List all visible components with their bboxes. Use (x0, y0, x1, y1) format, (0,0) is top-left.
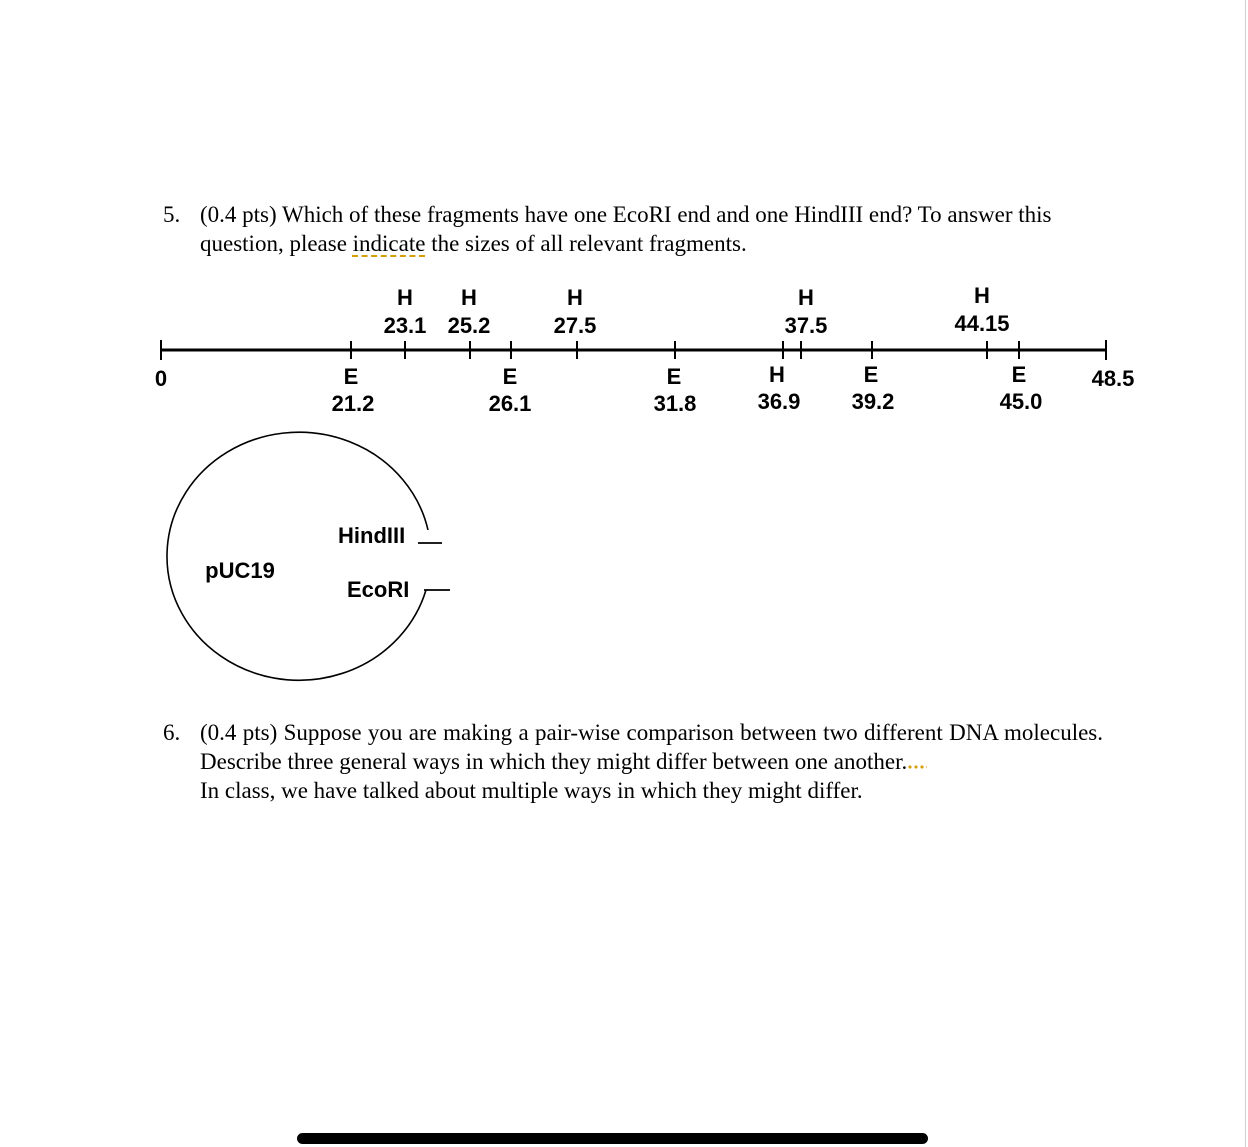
site-above-1-enzyme: H (397, 285, 413, 310)
spellcheck-underlined-word[interactable]: indicate (352, 231, 426, 256)
site-below-3-enzyme: E (666, 364, 682, 389)
question-5-number: 5. (163, 202, 181, 227)
sites-above (384, 283, 1010, 338)
ecori-label: EcoRI (347, 577, 410, 602)
site-below-2-enzyme: E (502, 364, 518, 389)
site-above-5-enzyme: H (974, 283, 990, 308)
hindiii-label: HindIII (338, 523, 406, 548)
site-above-2-position: 25.2 (447, 313, 491, 338)
sites-below (332, 362, 1043, 416)
question-5-text-before: (0.4 pts) Which of these fragments have one EcoRI end and one HindIII end? To answer this question, please (200, 202, 1052, 256)
site-below-2-position: 26.1 (488, 391, 532, 416)
question-5-text-after: the sizes of all relevant fragments. (425, 231, 747, 256)
home-indicator-bar[interactable] (297, 1133, 928, 1144)
site-above-4-position: 37.5 (784, 313, 828, 338)
site-above-4-enzyme: H (798, 285, 814, 310)
site-below-1-position: 21.2 (331, 391, 375, 416)
site-below-3-position: 31.8 (653, 391, 697, 416)
site-below-6-position: 45.0 (999, 389, 1043, 414)
site-above-3-position: 27.5 (553, 313, 597, 338)
plasmid-puc19 (167, 432, 450, 680)
map-start-label: 0 (154, 366, 168, 391)
plasmid-circle (167, 432, 428, 680)
site-above-1-position: 23.1 (383, 313, 427, 338)
site-above-2-enzyme: H (461, 285, 477, 310)
question-6-number: 6. (163, 720, 181, 745)
question-6 (163, 718, 1103, 805)
site-above-3-enzyme: H (567, 285, 583, 310)
map-end-label: 48.5 (1091, 366, 1135, 391)
site-below-6-enzyme: E (1011, 362, 1027, 387)
site-below-5-enzyme: E (863, 362, 879, 387)
site-below-5-position: 39.2 (851, 389, 895, 414)
grammar-suggestion-marker[interactable] (907, 765, 927, 769)
question-6-text (200, 718, 1103, 805)
site-below-1-enzyme: E (343, 364, 359, 389)
site-above-5-position: 44.15 (954, 311, 1010, 336)
question-6-text-main: (0.4 pts) Suppose you are making a pair-wise comparison between two different DNA molecules. Describe three general ways in which they might differ between one another. (200, 720, 1103, 774)
question-6-text-tail: In class, we have talked about multiple ways in which they might differ. (200, 778, 863, 803)
site-below-4-enzyme: H (769, 362, 785, 387)
plasmid-name: pUC19 (205, 558, 275, 583)
site-below-4-position: 36.9 (757, 389, 801, 414)
